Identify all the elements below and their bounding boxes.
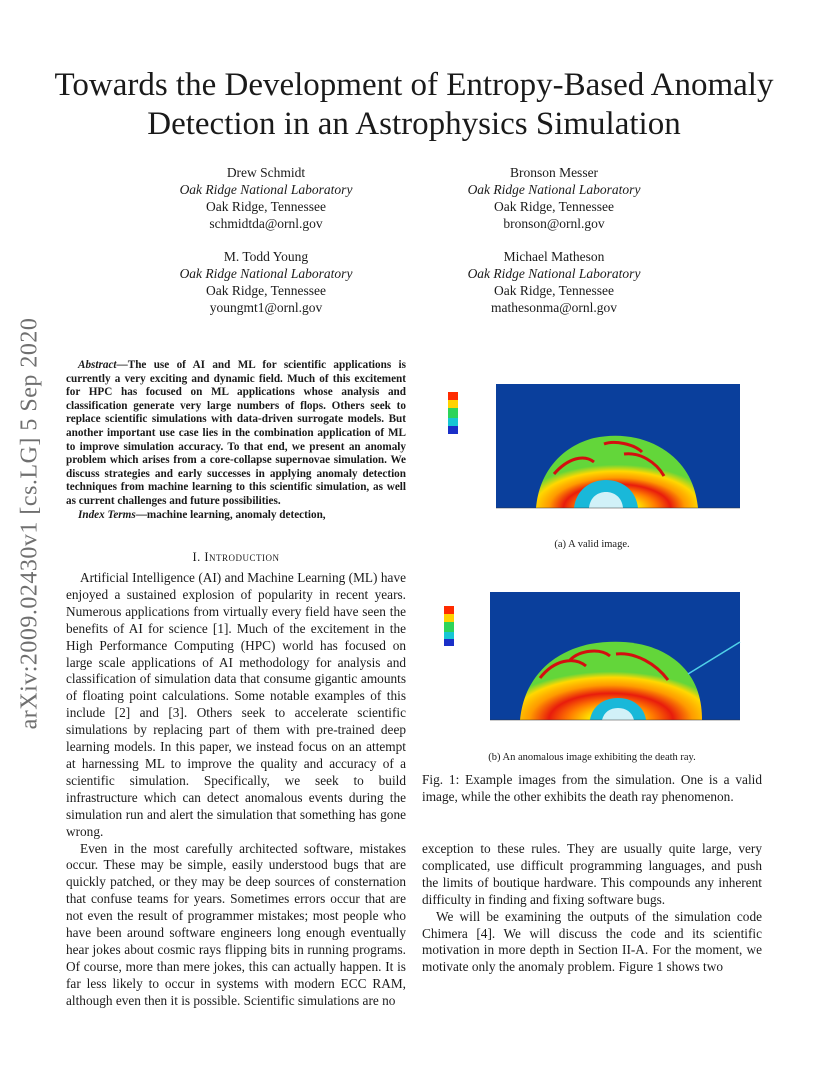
author-affiliation: Oak Ridge National Laboratory — [467, 266, 641, 281]
author-name: Drew Schmidt — [226, 165, 306, 180]
body-paragraph: Even in the most carefully architected software, mistakes occur. These may be simple, easily understood bugs that are quickly patched, or they may be deep sources of consternation that confuse teams for years. Sometimes errors occur that are not even the result of programmer mistakes; most people who have been around software engineers long enough eventually hear jokes about cosmic rays flipping bits in running programs. Of course, more than mere jokes, this can actually happen. It is far less likely to occur in systems with modern ECC RAM, although even then it is possible. Scientific simulations are no — [66, 840, 406, 1008]
author-affiliation: Oak Ridge National Laboratory — [179, 182, 353, 197]
author-name: M. Todd Young — [223, 249, 309, 264]
body-paragraph: Artificial Intelligence (AI) and Machine Learning (ML) have enjoyed a sustained explosion of popularity in recent years. Numerous applications from virtually every field have seen the benefits of AI for science [1]. Much of the excitement in the High Performance Computing (HPC) world has focused on large scale applications of AI methodology for analysis and classification of simulation data that consume gigantic amounts of floating point calculations. Some notable examples of this include [2] and [3]. Others seek to accelerate scientific simulations by replacing part of them with pre-trained deep learning models. In this paper, we instead focus on an attempt at harnessing ML to improve the quality and accuracy of a scientific simulation. Specifically, we seek to build infrastructure which can detect anomalous events during the simulation run and alert the simulation that something has gone wrong. — [66, 570, 406, 839]
author-name: Michael Matheson — [503, 249, 605, 264]
author-block-3 — [136, 248, 396, 316]
left-column-body — [66, 570, 406, 1010]
author-location: Oak Ridge, Tennessee — [206, 283, 326, 298]
simulation-plot-anomalous — [440, 570, 744, 740]
index-terms-label: Index Terms — [78, 508, 136, 521]
author-location: Oak Ridge, Tennessee — [494, 199, 614, 214]
author-name: Bronson Messer — [509, 165, 599, 180]
subcaption-a: (a) A valid image. — [554, 539, 630, 550]
abstract-label: Abstract — [78, 359, 117, 371]
author-location: Oak Ridge, Tennessee — [494, 283, 614, 298]
right-column-body — [422, 841, 762, 976]
author-email: schmidtda@ornl.gov — [209, 216, 323, 231]
abstract-text: —The use of AI and ML for scientific applications is currently a very exciting and dynamic field. Much of this excitement for HPC has focused on ML applications whose analysis and classification generate very large numbers of flops. Others seek to replace scientific simulations with data-driven surrogate models. But another important use case lies in the combination application of ML to improve simulation accuracy. To that end, we present an anomaly problem which arises from a core-collapse supernovae simulation. We discuss strategies and early successes in applying anomaly detection techniques from machine learning to this scientific simulation, as well as current challenges and future possibilities. — [66, 359, 406, 507]
abstract — [66, 359, 406, 522]
figure-caption: Fig. 1: Example images from the simulation. One is a valid image, while the other exhibits the death ray phenomenon. — [422, 772, 762, 804]
author-block-4 — [424, 248, 684, 316]
author-block-2 — [424, 164, 684, 232]
arxiv-stamp: arXiv:2009.02430v1 [cs.LG] 5 Sep 2020 — [16, 317, 43, 730]
body-paragraph: exception to these rules. They are usually quite large, very complicated, use difficult programming languages, and push the limits of boutique hardware. This compounds any inherent difficulty in finding and fixing software bugs. — [422, 841, 762, 907]
author-affiliation: Oak Ridge National Laboratory — [467, 182, 641, 197]
paper-title: Towards the Development of Entropy-Based Anomaly Detection in an Astrophysics Simulation — [54, 67, 774, 142]
author-block-1 — [136, 164, 396, 232]
body-paragraph: We will be examining the outputs of the simulation code Chimera [4]. We will discuss the code and its scientific motivation in more depth in Section II-A. For the moment, we motivate only the anomaly problem. Figure 1 shows two — [422, 908, 762, 975]
subcaption-b: (b) An anomalous image exhibiting the death ray. — [488, 752, 696, 763]
section-title: Introduction — [204, 550, 280, 564]
author-affiliation: Oak Ridge National Laboratory — [179, 266, 353, 281]
figure-image-valid — [444, 362, 744, 526]
index-terms-text: —machine learning, anomaly detection, — [135, 508, 326, 521]
simulation-plot-valid — [444, 362, 744, 526]
figure-image-anomalous — [440, 570, 744, 740]
section-heading — [66, 549, 406, 566]
section-number: I. — [192, 550, 201, 564]
author-email: youngmt1@ornl.gov — [209, 300, 323, 315]
author-email: mathesonma@ornl.gov — [490, 300, 618, 315]
author-email: bronson@ornl.gov — [503, 216, 605, 231]
author-location: Oak Ridge, Tennessee — [206, 199, 326, 214]
